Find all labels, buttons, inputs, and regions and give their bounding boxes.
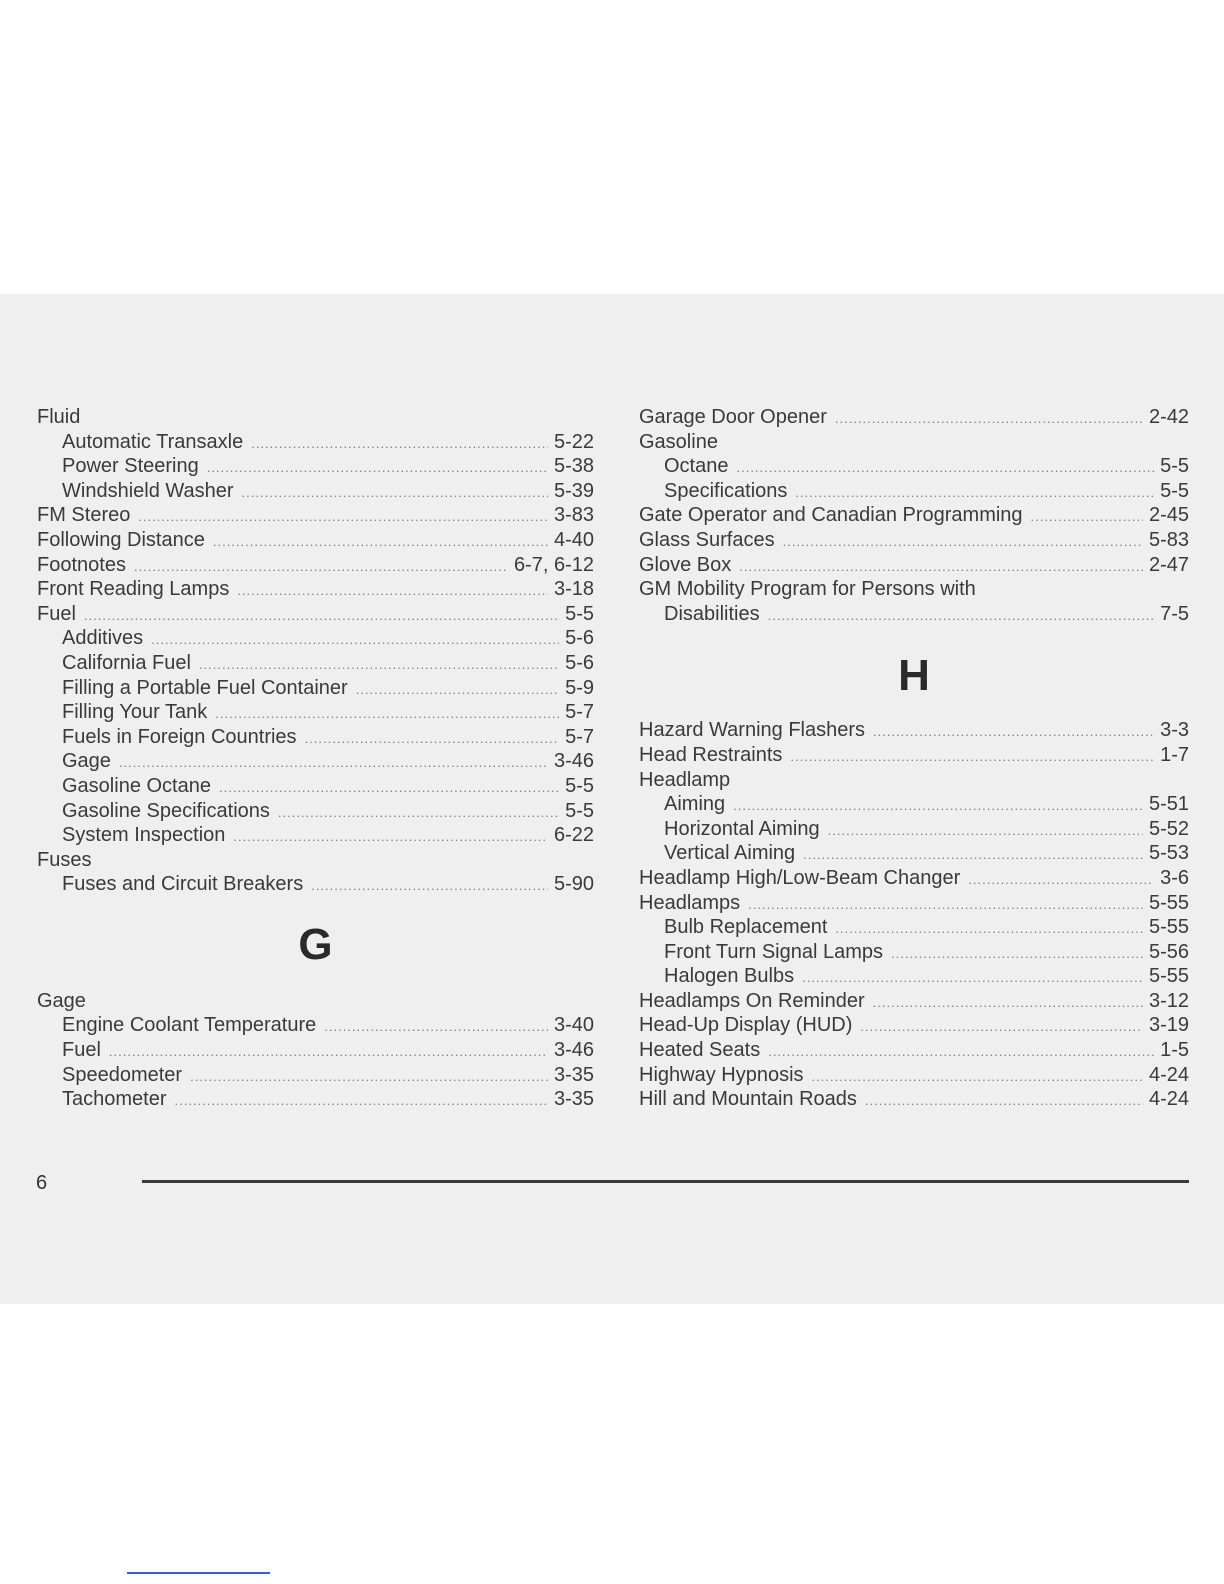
- index-term: Bulb Replacement: [664, 916, 828, 939]
- page-reference: 1-7: [1160, 743, 1189, 766]
- dot-leader: [733, 794, 1143, 819]
- index-term: Gate Operator and Canadian Programming: [639, 504, 1023, 527]
- dot-leader: [1031, 505, 1143, 530]
- dot-leader: [783, 530, 1143, 555]
- index-entry: [37, 1087, 594, 1112]
- index-entry: [639, 1038, 1189, 1063]
- index-entry: [37, 454, 594, 479]
- index-entry: [639, 1063, 1189, 1088]
- dot-leader: [968, 868, 1154, 893]
- index-entry: [639, 792, 1189, 817]
- page-reference: 5-52: [1148, 817, 1189, 840]
- index-entry: [37, 503, 594, 528]
- dot-leader: [748, 893, 1143, 918]
- index-term: Disabilities: [664, 602, 760, 625]
- index-block-h: [639, 718, 1189, 1112]
- dot-leader: [828, 819, 1143, 844]
- dot-leader: [768, 604, 1155, 629]
- page-reference: 5-5: [1160, 479, 1189, 502]
- index-entry: [37, 749, 594, 774]
- dot-leader: [812, 1065, 1143, 1090]
- dot-leader: [233, 825, 548, 850]
- dot-leader: [119, 751, 548, 776]
- page-reference: 3-12: [1148, 989, 1189, 1012]
- dot-leader: [802, 966, 1143, 991]
- page-reference: 2-45: [1148, 504, 1189, 527]
- index-entry: [639, 718, 1189, 743]
- index-term: Hill and Mountain Roads: [639, 1088, 857, 1111]
- page-reference: 5-55: [1148, 891, 1189, 914]
- index-term: Windshield Washer: [62, 479, 234, 502]
- index-block-g: [37, 989, 594, 1112]
- index-entry: [37, 651, 594, 676]
- dot-leader: [835, 917, 1143, 942]
- dot-leader: [237, 579, 548, 604]
- dot-leader: [865, 1089, 1143, 1114]
- index-entry: [639, 866, 1189, 891]
- index-term: Glove Box: [639, 553, 732, 576]
- index-term: Fuel: [62, 1039, 101, 1062]
- index-entry: [37, 1013, 594, 1038]
- page-reference: 2-42: [1148, 406, 1189, 428]
- index-term: Fluid: [37, 406, 81, 428]
- page-reference: 5-5: [565, 602, 594, 625]
- dot-leader: [207, 456, 548, 481]
- index-term: Filling Your Tank: [62, 701, 208, 724]
- index-entry: [639, 405, 1189, 430]
- page-reference: 3-46: [553, 750, 594, 773]
- index-term: Fuses: [37, 848, 92, 871]
- index-term: Highway Hypnosis: [639, 1063, 804, 1086]
- page-reference: 5-83: [1148, 528, 1189, 551]
- link-underline: [127, 1572, 270, 1574]
- index-block-g-continued: [639, 405, 1189, 626]
- page-reference: 4-24: [1148, 1063, 1189, 1086]
- index-term: Vertical Aiming: [664, 842, 796, 865]
- index-term: Gage: [62, 750, 111, 773]
- index-term: Gasoline Specifications: [62, 799, 270, 822]
- page-reference: 5-6: [565, 627, 594, 650]
- index-term: GM Mobility Program for Persons with: [639, 578, 976, 601]
- page-reference: 3-18: [553, 578, 594, 601]
- index-entry: [639, 1013, 1189, 1038]
- page-reference: 5-56: [1148, 940, 1189, 963]
- dot-leader: [251, 432, 548, 457]
- page-reference: 3-83: [553, 504, 594, 527]
- page-reference: 5-55: [1148, 965, 1189, 988]
- index-entry: [639, 602, 1189, 627]
- page-reference: 5-9: [565, 676, 594, 699]
- page-reference: 3-46: [553, 1039, 594, 1062]
- page-reference: 2-47: [1148, 553, 1189, 576]
- index-term: Gasoline Octane: [62, 774, 211, 797]
- dot-leader: [739, 555, 1143, 580]
- index-entry: [37, 700, 594, 725]
- index-entry: [639, 1087, 1189, 1112]
- page-reference: 3-35: [553, 1063, 594, 1086]
- index-term: Front Turn Signal Lamps: [664, 940, 883, 963]
- index-term: Power Steering: [62, 455, 199, 478]
- index-entry: [37, 553, 594, 578]
- index-entry: [37, 602, 594, 627]
- page-reference: 5-5: [565, 774, 594, 797]
- index-entry: [639, 503, 1189, 528]
- page-reference: 3-3: [1160, 719, 1189, 742]
- index-entry: [37, 872, 594, 897]
- index-entry: [37, 626, 594, 651]
- index-term: Automatic Transaxle: [62, 430, 244, 453]
- index-entry: [37, 528, 594, 553]
- page-reference: 5-55: [1148, 916, 1189, 939]
- index-term: Following Distance: [37, 528, 205, 551]
- page-reference: 5-51: [1148, 793, 1189, 816]
- footer-rule: [142, 1180, 1189, 1183]
- index-term: Octane: [664, 455, 729, 478]
- index-column-left: [37, 405, 594, 1112]
- dot-leader: [134, 555, 508, 580]
- page-reference: 7-5: [1160, 602, 1189, 625]
- index-term: Heated Seats: [639, 1039, 761, 1062]
- dot-leader: [213, 530, 548, 555]
- page-reference: 5-7: [565, 701, 594, 724]
- index-term: FM Stereo: [37, 504, 131, 527]
- index-column-right: [639, 405, 1189, 1112]
- dot-leader: [199, 653, 559, 678]
- dot-leader: [219, 776, 559, 801]
- page-reference: 4-40: [553, 528, 594, 551]
- dot-leader: [190, 1065, 548, 1090]
- page-reference: 1-5: [1160, 1039, 1189, 1062]
- dot-leader: [324, 1015, 548, 1040]
- index-heading: [37, 989, 594, 1014]
- index-entry: [639, 817, 1189, 842]
- page-reference: 3-6: [1160, 866, 1189, 889]
- dot-leader: [835, 407, 1143, 432]
- index-entry: [639, 479, 1189, 504]
- index-term: Additives: [62, 627, 144, 650]
- page-reference: 4-24: [1148, 1088, 1189, 1111]
- index-term: Glass Surfaces: [639, 528, 775, 551]
- index-entry: [639, 553, 1189, 578]
- dot-leader: [278, 801, 559, 826]
- index-term: Specifications: [664, 479, 788, 502]
- index-entry: [37, 577, 594, 602]
- index-block-f: [37, 405, 594, 897]
- index-entry: [37, 774, 594, 799]
- dot-leader: [795, 481, 1154, 506]
- dot-leader: [215, 702, 559, 727]
- page-reference: 5-5: [1160, 455, 1189, 478]
- dot-leader: [151, 628, 559, 653]
- index-entry: [639, 891, 1189, 916]
- dot-leader: [736, 456, 1154, 481]
- index-entry: [639, 989, 1189, 1014]
- index-term: Filling a Portable Fuel Container: [62, 676, 348, 699]
- page-reference: 5-38: [553, 455, 594, 478]
- index-term: Head Restraints: [639, 743, 783, 766]
- dot-leader: [242, 481, 548, 506]
- dot-leader: [891, 942, 1143, 967]
- index-term: Aiming: [664, 793, 726, 816]
- index-heading: [639, 768, 1189, 793]
- page-reference: 5-6: [565, 651, 594, 674]
- page-reference: 5-53: [1148, 842, 1189, 865]
- page-reference: 5-7: [565, 725, 594, 748]
- index-term: Gasoline: [639, 430, 718, 453]
- index-entry: [37, 479, 594, 504]
- index-entry: [37, 823, 594, 848]
- index-entry: [639, 915, 1189, 940]
- index-heading: [37, 405, 594, 430]
- dot-leader: [311, 874, 548, 899]
- index-term: Gage: [37, 989, 86, 1012]
- index-term: Footnotes: [37, 553, 126, 576]
- page-reference: 5-90: [553, 873, 594, 896]
- dot-leader: [873, 991, 1143, 1016]
- index-term: Headlamp: [639, 768, 731, 791]
- page-reference: 5-5: [565, 799, 594, 822]
- dot-leader: [138, 505, 548, 530]
- page-reference: 3-19: [1148, 1014, 1189, 1037]
- index-term: Fuels in Foreign Countries: [62, 725, 297, 748]
- index-term: Headlamps: [639, 891, 741, 914]
- dot-leader: [803, 843, 1143, 868]
- index-entry: [37, 1038, 594, 1063]
- page-reference: 3-40: [553, 1014, 594, 1037]
- dot-leader: [356, 678, 559, 703]
- index-entry: [37, 799, 594, 824]
- index-entry: [37, 676, 594, 701]
- index-term: Halogen Bulbs: [664, 965, 795, 988]
- index-term: Fuses and Circuit Breakers: [62, 873, 304, 896]
- index-heading: [639, 577, 1189, 602]
- page-number: 6: [36, 1172, 48, 1194]
- index-term: Horizontal Aiming: [664, 817, 820, 840]
- index-entry: [639, 454, 1189, 479]
- index-term: Hazard Warning Flashers: [639, 719, 866, 742]
- index-heading: [37, 848, 594, 873]
- page-reference: 3-35: [553, 1088, 594, 1111]
- index-term: Headlamp High/Low-Beam Changer: [639, 866, 961, 889]
- index-entry: [639, 841, 1189, 866]
- dot-leader: [84, 604, 559, 629]
- index-heading: [639, 430, 1189, 455]
- page-reference: 5-39: [553, 479, 594, 502]
- section-letter-h: H: [898, 651, 930, 701]
- index-term: Headlamps On Reminder: [639, 989, 865, 1012]
- index-term: Head-Up Display (HUD): [639, 1014, 853, 1037]
- page-reference: 6-22: [553, 824, 594, 847]
- index-term: Front Reading Lamps: [37, 578, 230, 601]
- index-entry: [639, 743, 1189, 768]
- dot-leader: [768, 1040, 1154, 1065]
- dot-leader: [860, 1015, 1143, 1040]
- page-reference: 6-7, 6-12: [513, 553, 594, 576]
- index-entry: [37, 430, 594, 455]
- index-term: Tachometer: [62, 1088, 167, 1111]
- index-term: California Fuel: [62, 651, 191, 674]
- index-term: Garage Door Opener: [639, 406, 827, 428]
- index-entry: [639, 528, 1189, 553]
- index-term: Fuel: [37, 602, 76, 625]
- dot-leader: [790, 745, 1154, 770]
- index-term: System Inspection: [62, 824, 226, 847]
- index-term: Engine Coolant Temperature: [62, 1014, 317, 1037]
- dot-leader: [873, 720, 1154, 745]
- index-entry: [639, 964, 1189, 989]
- index-entry: [37, 725, 594, 750]
- dot-leader: [175, 1089, 548, 1114]
- page-reference: 5-22: [553, 430, 594, 453]
- dot-leader: [305, 727, 560, 752]
- index-entry: [639, 940, 1189, 965]
- index-term: Speedometer: [62, 1063, 183, 1086]
- dot-leader: [109, 1040, 548, 1065]
- section-letter-g: G: [298, 919, 333, 969]
- index-entry: [37, 1063, 594, 1088]
